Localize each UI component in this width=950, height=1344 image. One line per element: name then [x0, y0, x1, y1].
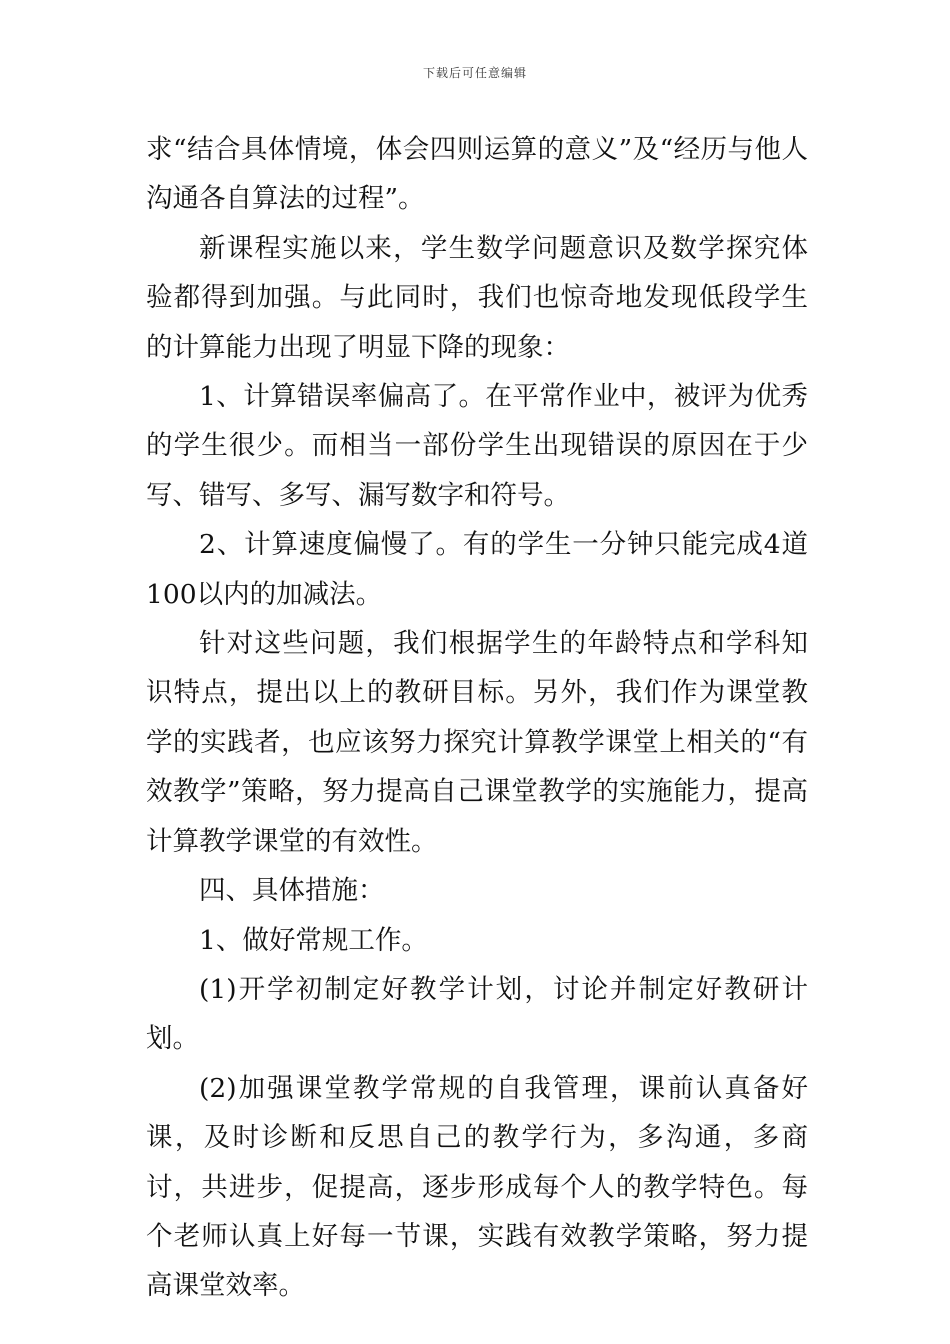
paragraph-new-curriculum: 新课程实施以来，学生数学问题意识及数学探究体验都得到加强。与此同时，我们也惊奇地发现低段学生的计算能力出现了明显下降的现象：	[146, 232, 808, 363]
page-header-note: 下载后可任意编辑	[422, 66, 527, 80]
paragraph-classroom-management: (2)加强课堂教学常规的自我管理，课前认真备好课，及时诊断和反思自己的教学行为，多沟通，多商讨，共进步，促提高，逐步形成每个人的教学特色。每个老师认真上好每一节课，实践有效教学策略，努力提高课堂效率。	[146, 1072, 808, 1302]
paragraph-speed: 2、计算速度偏慢了。有的学生一分钟只能完成4道100以内的加减法。	[146, 529, 808, 610]
paragraph-error-rate: 1、计算错误率偏高了。在平常作业中，被评为优秀的学生很少。而相当一部份学生出现错误的原因在于少写、错写、多写、漏写数字和符号。	[146, 381, 808, 511]
paragraph-routine-work: 1、做好常规工作。	[199, 924, 428, 956]
paragraph-goals: 针对这些问题，我们根据学生的年龄特点和学科知识特点，提出以上的教研目标。另外，我们作为课堂教学的实践者，也应该努力探究计算教学课堂上相关的“有效教学”策略，努力提高自己课堂教学的实施能力，提高计算教学课堂的有效性。	[146, 628, 808, 857]
paragraph-continuation: 求“结合具体情境，体会四则运算的意义”及“经历与他人沟通各自算法的过程”。	[146, 134, 808, 215]
section-heading-measures: 四、具体措施：	[199, 875, 385, 907]
paragraph-plan: (1)开学初制定好教学计划，讨论并制定好教研计划。	[146, 973, 808, 1055]
document-body	[146, 125, 808, 1311]
